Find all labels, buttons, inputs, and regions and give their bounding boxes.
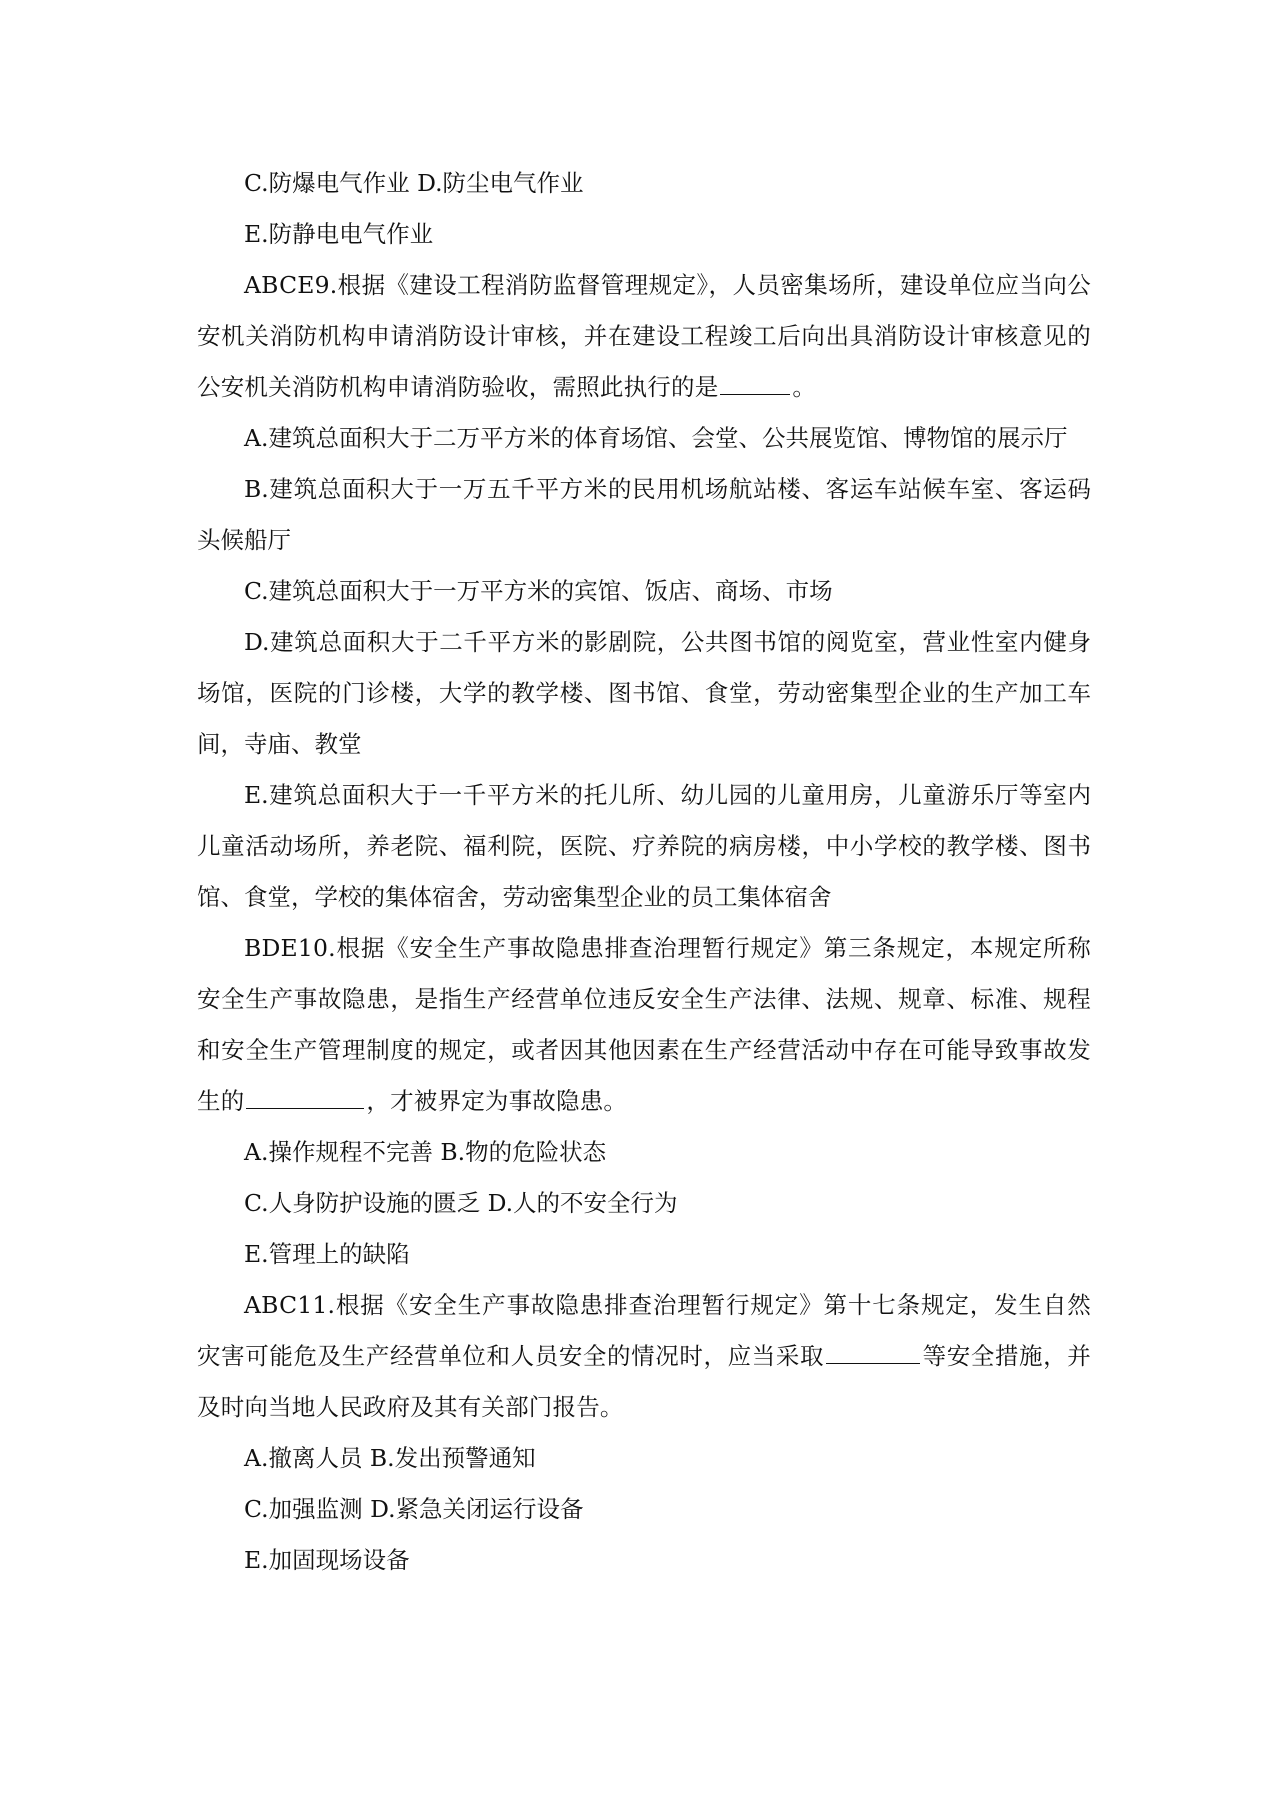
q11-stem-end: 等安全措施，并及时向当地人民政府及其有关部门报告。 [197,1342,1092,1421]
document-body [197,158,1091,1586]
q8-option-e: E.防静电电气作业 [244,220,434,248]
q9-stem-end: 。 [792,373,817,401]
q11-option-ab: A.撤离人员 B.发出预警通知 [244,1444,536,1472]
q10-answer-blank [246,1086,364,1109]
q11-stem-text: ABC11.根据《安全生产事故隐患排查治理暂行规定》第十七条规定，发生自然灾害可能危及生产经营单位和人员安全的情况时，应当采取 [197,1291,1091,1370]
q8-option-cd: C.防爆电气作业 D.防尘电气作业 [244,169,584,197]
q10-stem-end: ，才被界定为事故隐患。 [366,1087,628,1115]
q11-option-e: E.加固现场设备 [244,1546,410,1574]
q10-stem [197,923,1091,1127]
q9-option-b: B.建筑总面积大于一万五千平方米的民用机场航站楼、客运车站候车室、客运码头候船厅 [197,475,1091,554]
q11-stem [197,1280,1091,1433]
q9-answer-blank [720,372,790,395]
q9-option-a: A.建筑总面积大于二万平方米的体育场馆、会堂、公共展览馆、博物馆的展示厅 [244,424,1068,452]
q9-option-d: D.建筑总面积大于二千平方米的影剧院，公共图书馆的阅览室，营业性室内健身场馆，医院的门诊楼，大学的教学楼、图书馆、食堂，劳动密集型企业的生产加工车间，寺庙、教堂 [197,628,1091,758]
q11-answer-blank [826,1341,920,1364]
q10-option-cd: C.人身防护设施的匮乏 D.人的不安全行为 [244,1189,678,1217]
q10-stem-text: BDE10.根据《安全生产事故隐患排查治理暂行规定》第三条规定，本规定所称安全生产事故隐患，是指生产经营单位违反安全生产法律、法规、规章、标准、规程和安全生产管理制度的规定，或者因其他因素在生产经营活动中存在可能导致事故发生的 [197,934,1091,1115]
q10-option-e: E.管理上的缺陷 [244,1240,410,1268]
q11-option-cd: C.加强监测 D.紧急关闭运行设备 [244,1495,584,1523]
q9-stem [197,260,1091,413]
q9-stem-text: ABCE9.根据《建设工程消防监督管理规定》，人员密集场所，建设单位应当向公安机关消防机构申请消防设计审核，并在建设工程竣工后向出具消防设计审核意见的公安机关消防机构申请消防验收，需照此执行的是 [197,271,1091,401]
q9-option-e: E.建筑总面积大于一千平方米的托儿所、幼儿园的儿童用房，儿童游乐厅等室内儿童活动场所，养老院、福利院，医院、疗养院的病房楼，中小学校的教学楼、图书馆、食堂，学校的集体宿舍，劳动密集型企业的员工集体宿舍 [197,781,1091,911]
q9-option-c: C.建筑总面积大于一万平方米的宾馆、饭店、商场、市场 [244,577,833,605]
q10-option-ab: A.操作规程不完善 B.物的危险状态 [244,1138,607,1166]
